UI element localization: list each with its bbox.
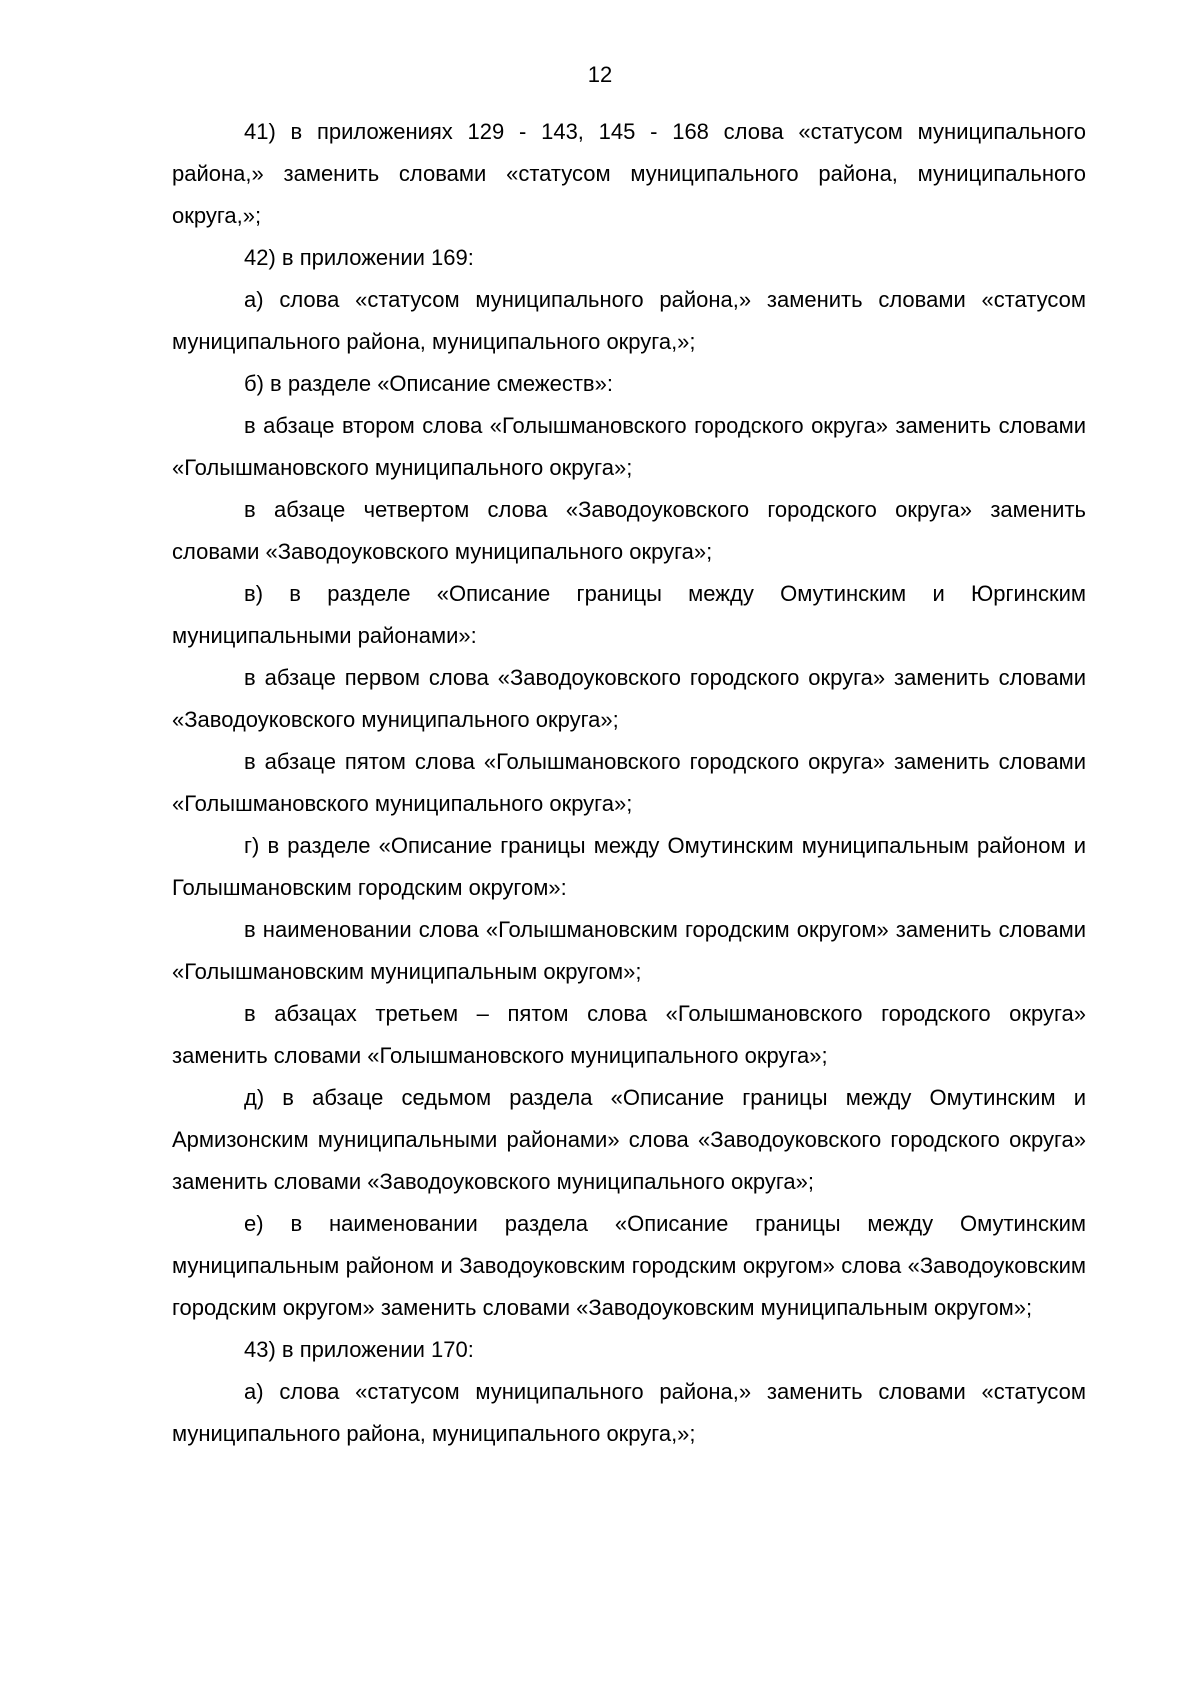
paragraph-42-g: г) в разделе «Описание границы между Омутинским муниципальным районом и Голышмановским городским округом»: — [172, 833, 1086, 900]
paragraph-42-b-2: в абзаце четвертом слова «Заводоуковского городского округа» заменить словами «Заводоуковского муниципального округа»; — [172, 497, 1086, 564]
paragraph-42-v-1: в абзаце первом слова «Заводоуковского городского округа» заменить словами «Заводоуковского муниципального округа»; — [172, 665, 1086, 732]
page-number: 12 — [587, 62, 613, 87]
paragraph-42-v-2: в абзаце пятом слова «Голышмановского городского округа» заменить словами «Голышмановского муниципального округа»; — [172, 749, 1086, 816]
paragraph-42-g-1: в наименовании слова «Голышмановским городским округом» заменить словами «Голышмановским муниципальным округом»; — [172, 917, 1086, 984]
paragraph-42-b-1: в абзаце втором слова «Голышмановского городского округа» заменить словами «Голышмановского муниципального округа»; — [172, 413, 1086, 480]
paragraph-42-v: в) в разделе «Описание границы между Омутинским и Юргинским муниципальными районами»: — [172, 581, 1086, 648]
paragraph-41: 41) в приложениях 129 - 143, 145 - 168 слова «статусом муниципального района,» заменить словами «статусом муниципального района, муниципального округа,»; — [172, 119, 1086, 228]
paragraph-42-heading: 42) в приложении 169: — [244, 245, 474, 270]
paragraph-43-a: а) слова «статусом муниципального района,» заменить словами «статусом муниципального района, муниципального округа,»; — [172, 1379, 1086, 1446]
paragraph-42-d: д) в абзаце седьмом раздела «Описание границы между Омутинским и Армизонским муниципальными районами» слова «Заводоуковского городского округа» заменить словами «Заводоуковского муниципального округа»; — [172, 1085, 1086, 1194]
document-body — [172, 111, 1086, 1455]
paragraph-43-heading: 43) в приложении 170: — [244, 1337, 474, 1362]
paragraph-42-e: е) в наименовании раздела «Описание границы между Омутинским муниципальным районом и Заводоуковским городским округом» слова «Заводоуковским городским округом» заменить словами «Заводоуковским муниципальным округом»; — [172, 1211, 1086, 1320]
paragraph-42-b: б) в разделе «Описание смежеств»: — [244, 371, 613, 396]
paragraph-42-a: а) слова «статусом муниципального района,» заменить словами «статусом муниципального района, муниципального округа,»; — [172, 287, 1086, 354]
paragraph-42-g-2: в абзацах третьем – пятом слова «Голышмановского городского округа» заменить словами «Голышмановского муниципального округа»; — [172, 1001, 1086, 1068]
